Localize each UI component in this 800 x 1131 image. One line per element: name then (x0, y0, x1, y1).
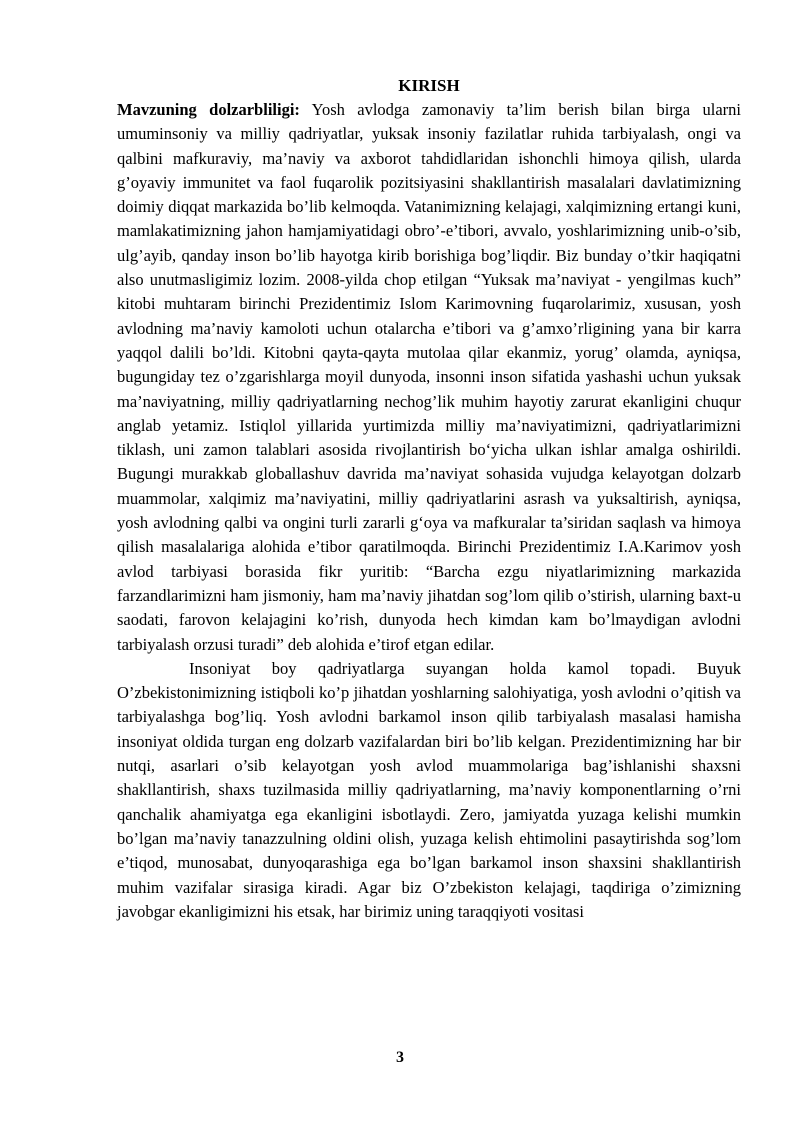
page-number: 3 (396, 1049, 404, 1066)
document-page (117, 74, 741, 924)
relevance-text: Yosh avlodga zamonaviy ta’lim berish bilan birga ularni umuminsoniy va milliy qadriyatlar, yuksak insoniy fazilatlar ruhida tarbiyalash, ongi va qalbini mafkuraviy, ma’naviy va axborot tahdidlaridan ishonchli himoya qilish, ularda g’oyaviy immunitet va faol fuqarolik pozitsiyasini shakllantirish masalalari davlatimizning doimiy diqqat markazida bo’lib kelmoqda. Vatanimizning kelajagi, xalqimizning ertangi kuni, mamlakatimizning jahon hamjamiyatidagi obro’-e’tibori, avvalo, yoshlarimizning unib-o’sib, ulg’ayib, qanday inson bo’lib hayotga kirib borishiga bog’liqdir. Biz bunday o’tkir haqiqatni also unutmasligimiz lozim. 2008-yilda chop etilgan “Yuksak ma’naviyat - yengilmas kuch” kitobi muhtaram birinchi Prezidentimiz Islom Karimovning fuqarolarimiz, xususan, yosh avlodning ma’naviy kamoloti uchun otalarcha e’tibori va g’amxo’rligining yana bir karra yaqqol dalili bo’ldi. Kitobni qayta-qayta mutolaa qilar ekanmiz, yorug’ olamda, ayniqsa, bugungiday tez o’zgarishlarga moyil dunyoda, insonni inson sifatida yashashi uchun yuksak ma’naviyatning, milliy qadriyatlarning nechog’lik muhim hayotiy zarurat ekanligini chuqur anglab yetamiz. Istiqlol yillarida yurtimizda milliy ma’naviyatimizni, qadriyatlarimizni tiklash, uni zamon talablari asosida rivojlantirish bo‘yicha ulkan ishlar amalga oshirildi. Bugungi murakkab globallashuv davrida ma’naviyat sohasida vujudga kelayotgan dolzarb muammolar, xalqimiz ma’naviyatini, milliy qadriyatlarini asrash va yuksaltirish, ayniqsa, yosh avlodning qalbi va ongini turli zararli g‘oya va mafkuralar ta’siridan saqlash va himoya qilish masalalariga alohida e’tibor qaratilmoqda. Birinchi Prezidentimiz I.A.Karimov yosh avlod tarbiyasi borasida fikr yuritib: “Barcha ezgu niyatlarimizning markazida farzandlarimizni ham jismoniy, ham ma’naviy jihatdan sog’lom qilib o’stirish, ularning baxt-u saodati, farovon kelajagini ko’rish, dunyoda hech kimdan kam bo’lmaydigan avlodni tarbiyalash orzusi turadi” deb alohida e’tirof etgan edilar. (117, 100, 741, 654)
relevance-heading: Mavzuning dolzarbliligi: (117, 100, 300, 119)
page-title: KIRISH (398, 76, 460, 95)
paragraph-relevance (117, 98, 741, 657)
paragraph-values: Insoniyat boy qadriyatlarga suyangan holda kamol topadi. Buyuk O’zbekistonimizning istiqboli ko’p jihatdan yoshlarning salohiyatiga, yosh avlodni o’qitish va tarbiyalashga bog’liq. Yosh avlodni barkamol inson qilib tarbiyalash masalasi hamisha insoniyat oldida turgan eng dolzarb vazifalardan biri bo’lib kelgan. Prezidentimizning har bir nutqi, asarlari o’sib kelayotgan yosh avlod muammolariga bag’ishlanishi shaxsni shakllantirish, shaxs tuzilmasida milliy qadriyatlarning, ma’naviy komponentlarning o’rni qanchalik ahamiyatga ega ekanligini isbotlaydi. Zero, jamiyatda yuzaga kelishi mumkin bo’lgan ma’naviy tanazzulning oldini olish, yuzaga kelish ehtimolini pasaytirishda sog’lom e’tiqod, munosabat, dunyoqarashiga ega bo’lgan barkamol inson shaxsini shakllantirish muhim vazifalar sirasiga kiradi. Agar biz O’zbekiston kelajagi, taqdiriga o’zimizning javobgar ekanligimizni his etsak, har birimiz uning taraqqiyoti vositasi (117, 658, 741, 921)
